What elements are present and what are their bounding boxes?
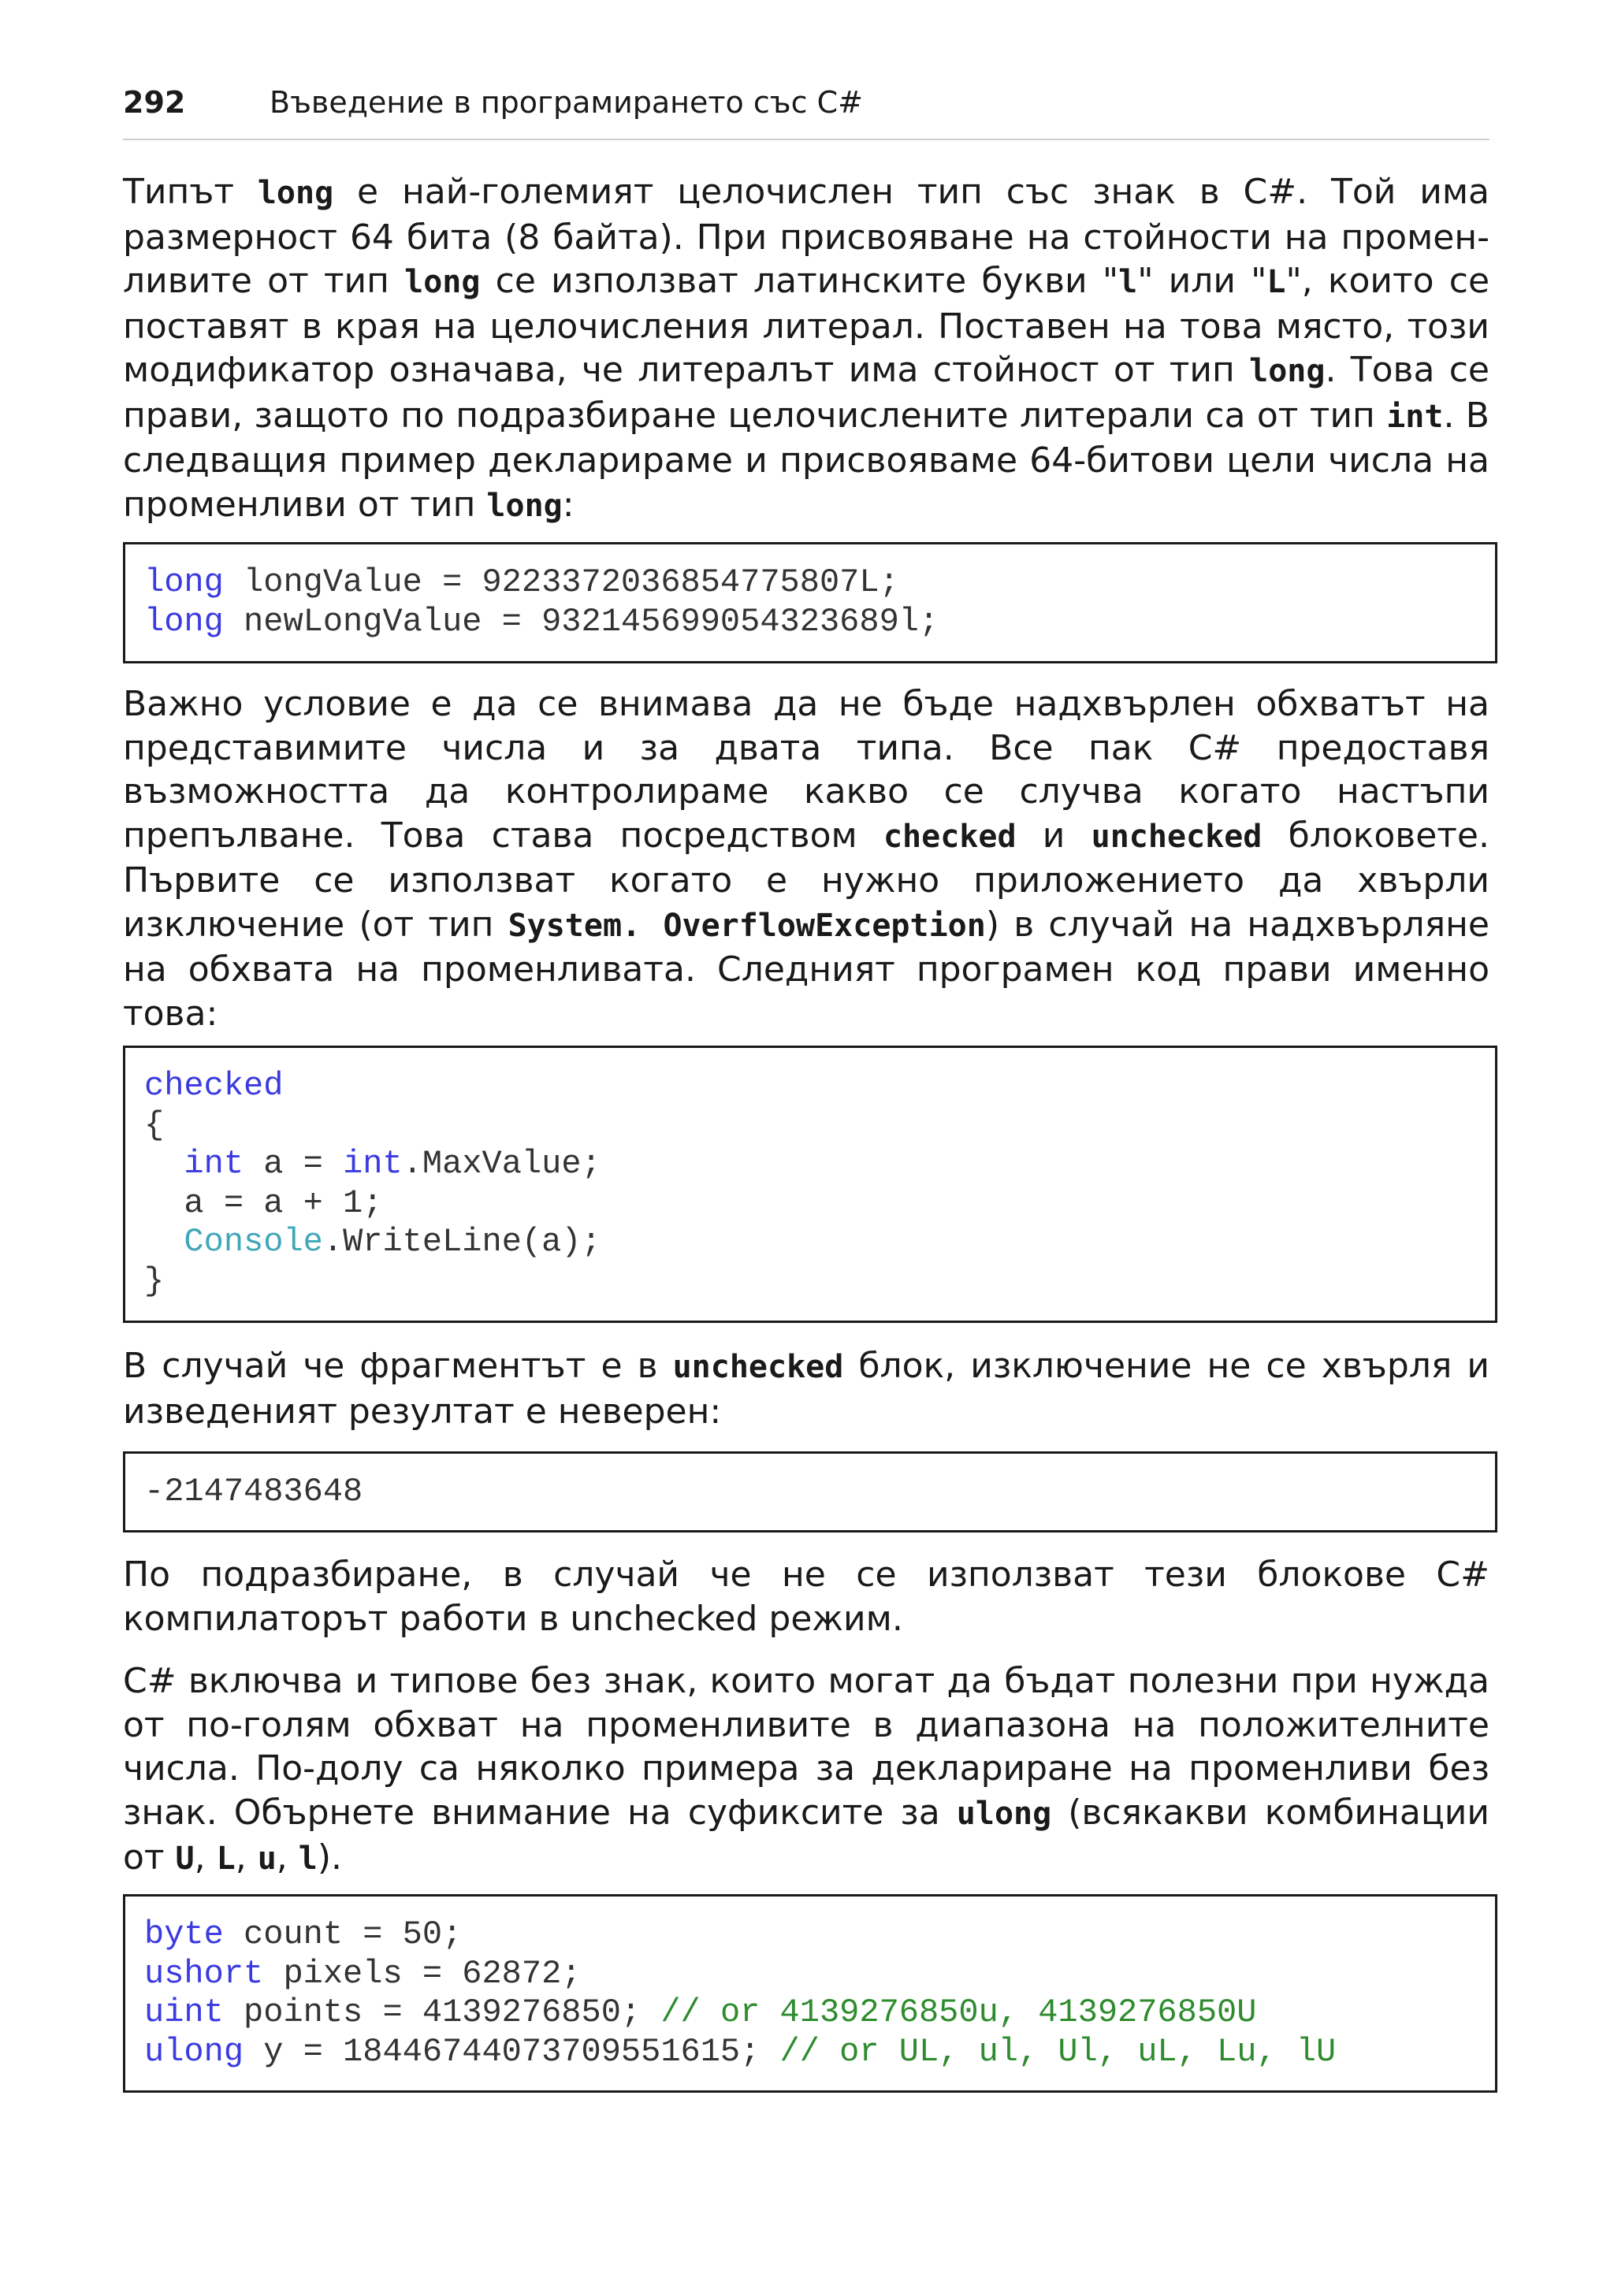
inline-code: unchecked: [672, 1349, 844, 1385]
paragraph-default-mode: По подразбиране, в случай че не се използват тези блокове C# компилаторът работи в unchecked режим.: [123, 1555, 1489, 1639]
running-title: Въведение в програмирането със C#: [270, 85, 863, 120]
code-comment: // or UL, ul, Ul, uL, Lu, lU: [779, 2032, 1337, 2071]
paragraph-unchecked: В случай че фрагментът е в unchecked блок, изключение не се хвърля и изведеният резултат е неверен:: [123, 1346, 1489, 1432]
code-block-long: long longValue = 9223372036854775807L; long newLongValue = 932145699054323689l;: [123, 542, 1497, 663]
inline-code: checked: [883, 818, 1017, 855]
code-block-checked: checked { int a = int.MaxValue; a = a + 1; Console.WriteLine(a); }: [123, 1046, 1497, 1323]
inline-code: l: [1118, 264, 1138, 300]
inline-code: long: [404, 264, 481, 300]
inline-code: long: [1249, 353, 1326, 389]
paragraph-long-type: Типът long е най-големият целочислен тип със знак в C#. Той има размерност 64 бита (8 байта). При присвояване на стойности на промен-ливите от тип long се използват латинските букви "l" или "L", които се поставят в края на целочисления литерал. Поставен на това място, този модификатор означава, че литералът има стойност от тип long. Това се прави, защото по подразбиране целочислените литерали са от тип int. В следващия пример декларираме и присвояваме 64-битови цели числа на променливи от тип long:: [123, 172, 1490, 525]
inline-code: int: [1386, 398, 1444, 435]
inline-code: u: [257, 1841, 277, 1877]
inline-code: l: [298, 1841, 318, 1877]
inline-code: L: [1266, 264, 1286, 300]
inline-code: System. OverflowException: [508, 907, 986, 944]
inline-code: long: [486, 487, 563, 524]
inline-code: U: [175, 1841, 195, 1877]
page-header: [123, 82, 1489, 140]
output-block: -2147483648: [123, 1451, 1497, 1533]
inline-code: long: [257, 175, 334, 211]
paragraph-unsigned: C# включва и типове без знак, които могат да бъдат полезни при нужда от по-голям обхват на променливите в диапазона на положителните числа. По-долу са няколко примера за деклариране на променливи без знак. Обърнете внимание на суфиксите за ulong (всякакви комбинации от U, L, u, l).: [123, 1661, 1489, 1878]
inline-code: ulong: [956, 1795, 1052, 1832]
page-number: 292: [123, 85, 186, 120]
paragraph-overflow: Важно условие е да се внимава да не бъде надхвърлен обхватът на представимите числа и за двата типа. Все пак C# предоставя възможността да контролираме какво се случва когато настъпи препълване. Това става посредством checked и unchecked блоковете. Първите се използват когато е нужно приложението да хвърли изключение (от тип System. OverflowException) в случай на надхвърляне на обхвата на променливата. Следният програмен код прави именно това:: [123, 684, 1489, 1034]
code-block-unsigned: byte count = 50; ushort pixels = 62872; uint points = 4139276850; // or 4139276850u, 4139276850U ulong y = 18446744073709551615; // or UL, ul, Ul, uL, Lu, lU: [123, 1894, 1497, 2093]
inline-code: unchecked: [1091, 818, 1263, 855]
code-comment: // or 4139276850u, 4139276850U: [660, 1993, 1257, 2031]
inline-code: L: [216, 1841, 236, 1877]
